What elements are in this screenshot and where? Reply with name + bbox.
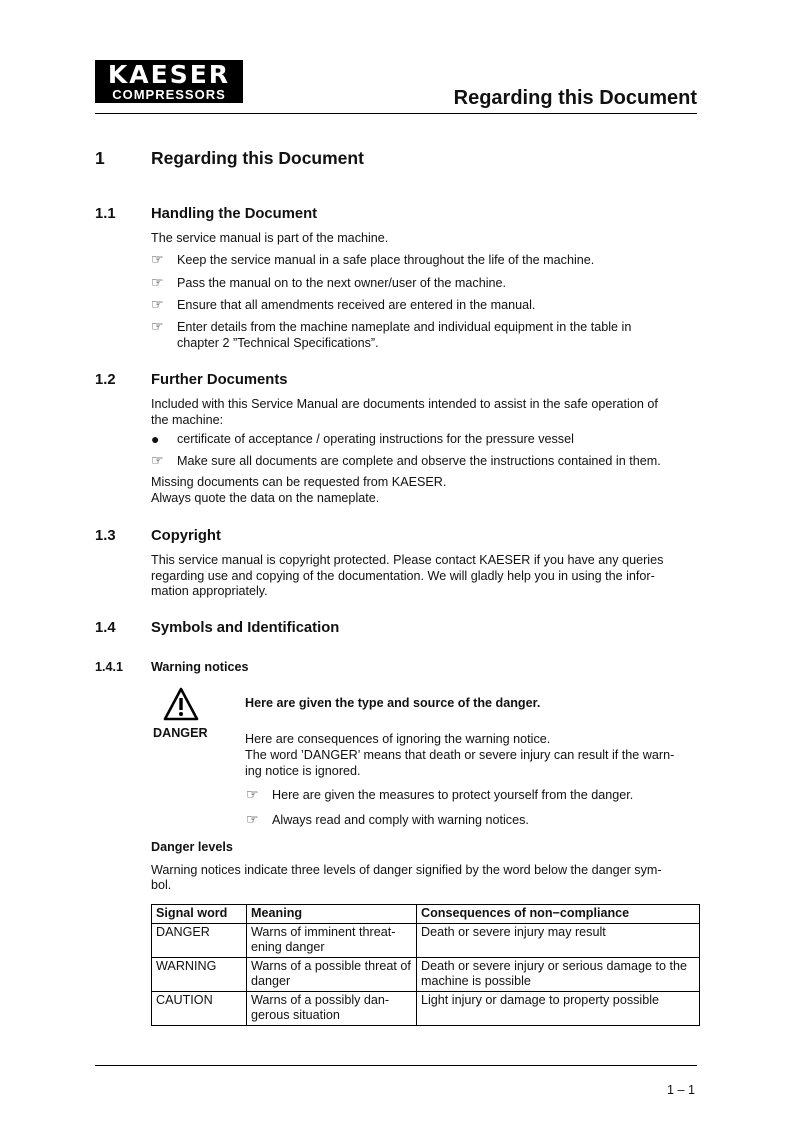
bullet-item: certificate of acceptance / operating instructions for the pressure vessel [177, 432, 574, 446]
subsection-title: Warning notices [151, 660, 249, 674]
logo-text: KAESER [107, 60, 231, 89]
chapter-title: Regarding this Document [151, 148, 364, 168]
action-item: Always read and comply with warning notices. [272, 813, 529, 827]
hand-pointer-icon: ☞ [151, 319, 164, 335]
paragraph: the machine: [151, 413, 224, 427]
hand-pointer-icon: ☞ [151, 297, 164, 313]
hand-pointer-icon: ☞ [246, 812, 259, 828]
paragraph: Missing documents can be requested from KAESER. [151, 475, 447, 489]
logo-subtext: COMPRESSORS [112, 87, 226, 102]
warning-triangle-icon [163, 687, 199, 721]
table-cell: CAUTION [152, 991, 247, 1025]
paragraph: Here are consequences of ignoring the warning notice. [245, 732, 551, 746]
signal-word: DANGER [153, 726, 208, 740]
hand-pointer-icon: ☞ [151, 275, 164, 291]
page-number: 1 – 1 [666, 1083, 695, 1097]
hand-pointer-icon: ☞ [246, 787, 259, 803]
hand-pointer-icon: ☞ [151, 453, 164, 469]
table-cell: DANGER [152, 923, 247, 957]
action-item: Enter details from the machine nameplate and individual equipment in the table in [177, 320, 632, 334]
table-cell: Death or severe injury or serious damage to the machine is possible [417, 957, 700, 991]
danger-levels-heading: Danger levels [151, 840, 233, 854]
paragraph: This service manual is copyright protected. Please contact KAESER if you have any queries [151, 553, 664, 567]
paragraph: The service manual is part of the machine. [151, 231, 389, 245]
header-title: Regarding this Document [453, 87, 697, 109]
table-cell: Warns of a possibly dan-gerous situation [247, 991, 417, 1025]
footer-rule [95, 1065, 697, 1066]
section-number: 1.3 [95, 528, 116, 544]
paragraph: ing notice is ignored. [245, 764, 361, 778]
table-cell: Warns of a possible threat of danger [247, 957, 417, 991]
table-row [152, 957, 700, 991]
table-cell: Death or severe injury may result [417, 923, 700, 957]
action-item: Ensure that all amendments received are entered in the manual. [177, 298, 536, 312]
paragraph: mation appropriately. [151, 584, 268, 598]
section-title: Copyright [151, 528, 221, 544]
section-title: Symbols and Identification [151, 620, 340, 636]
table-row [152, 991, 700, 1025]
action-item-cont: chapter 2 ”Technical Specifications”. [177, 336, 379, 350]
section-number: 1.4 [95, 620, 116, 636]
paragraph: The word ’DANGER’ means that death or severe injury can result if the warn- [245, 748, 675, 762]
column-header: Meaning [247, 905, 417, 924]
section-title: Handling the Document [151, 206, 318, 222]
hand-pointer-icon: ☞ [151, 252, 164, 268]
table-row [152, 923, 700, 957]
table-cell: Warns of imminent threat-ening danger [247, 923, 417, 957]
column-header: Signal word [152, 905, 247, 924]
section-number: 1.1 [95, 206, 116, 222]
table-cell: Light injury or damage to property possible [417, 991, 700, 1025]
chapter-number: 1 [95, 148, 105, 168]
bullet-icon: ● [151, 431, 160, 447]
paragraph: Always quote the data on the nameplate. [151, 491, 380, 505]
danger-levels-table [151, 904, 700, 1026]
header-rule [95, 113, 697, 114]
action-item: Pass the manual on to the next owner/user of the machine. [177, 276, 507, 290]
paragraph: bol. [151, 878, 172, 892]
subsection-number: 1.4.1 [95, 660, 124, 674]
danger-heading: Here are given the type and source of the danger. [245, 696, 541, 710]
paragraph: regarding use and copying of the documentation. We will gladly help you in using the infor- [151, 569, 655, 583]
section-number: 1.2 [95, 372, 116, 388]
kaeser-logo [95, 60, 243, 103]
paragraph: Included with this Service Manual are documents intended to assist in the safe operation of [151, 397, 658, 411]
action-item: Here are given the measures to protect yourself from the danger. [272, 788, 634, 802]
column-header: Consequences of non−compliance [417, 905, 700, 924]
paragraph: Warning notices indicate three levels of danger signified by the word below the danger sym- [151, 863, 662, 877]
table-cell: WARNING [152, 957, 247, 991]
action-item: Make sure all documents are complete and observe the instructions contained in them. [177, 454, 661, 468]
section-title: Further Documents [151, 372, 288, 388]
action-item: Keep the service manual in a safe place throughout the life of the machine. [177, 253, 595, 267]
table-header-row [152, 905, 700, 924]
